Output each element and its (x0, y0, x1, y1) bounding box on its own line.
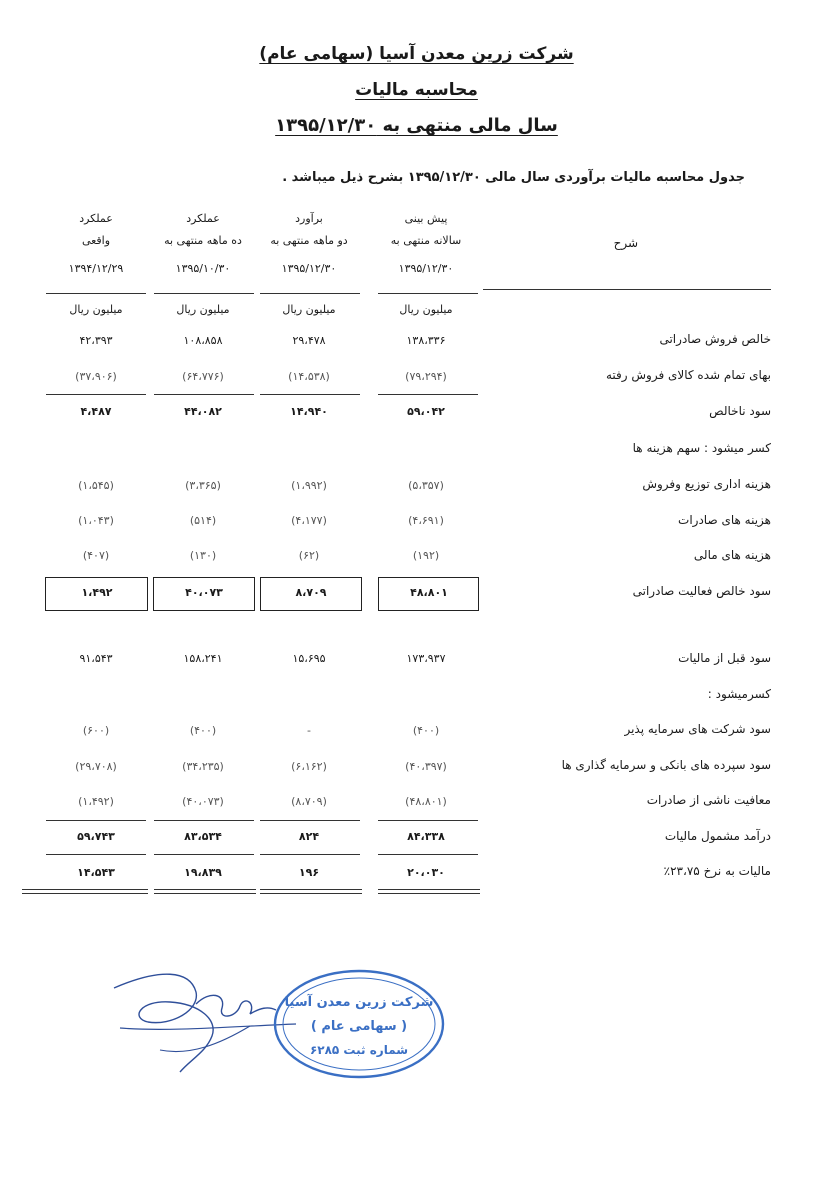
row-label-admin-expenses: هزینه اداری توزیع وفروش (642, 477, 771, 491)
cell-value: (۴،۱۷۷) (291, 514, 327, 527)
stamp-line2: ( سهامی عام ) (310, 1019, 408, 1034)
cell-value: ۸،۷۰۹ (295, 586, 327, 599)
subtotal-rule (154, 854, 254, 855)
header-rule (378, 293, 478, 294)
column-header-line1: برآورد (295, 212, 323, 225)
stamp-line1: شرکت زرین معدن آسیا (284, 995, 434, 1010)
cell-value: (۴۰۰) (412, 724, 440, 737)
cell-value: (۱،۰۴۳) (78, 514, 114, 527)
cell-value: (۳۴،۲۳۵) (182, 760, 224, 773)
header-rule (260, 293, 360, 294)
column-header-line2: واقعی (81, 234, 111, 247)
cell-value: (۵۱۴) (189, 514, 217, 527)
cell-value: ۱۳۸،۳۳۶ (406, 334, 446, 347)
cell-value: (۴۰۰) (189, 724, 217, 737)
cell-value: ۱۹۶ (298, 866, 320, 879)
column-header-line2: دو ماهه منتهی به (270, 234, 348, 247)
column-header-estimate (257, 208, 361, 280)
cell-value: ۴۴،۰۸۲ (184, 405, 222, 418)
cell-value: ۱۴،۹۴۰ (290, 405, 328, 418)
subtotal-rule (46, 820, 146, 821)
cell-value: (۶۰۰) (82, 724, 110, 737)
cell-value: ۲۹،۴۷۸ (292, 334, 326, 347)
column-header-date: ۱۳۹۵/۱۲/۳۰ (398, 262, 454, 275)
cell-value: ۸۲۴ (298, 830, 320, 843)
cell-value: ۱۵۸،۲۴۱ (183, 652, 223, 665)
column-header-line2: سالانه منتهی به (390, 234, 462, 247)
cell-value: (۶۲) (298, 549, 320, 562)
cell-value: (۶۴،۷۷۶) (182, 370, 224, 383)
unit-label: میلیون ریال (282, 303, 336, 316)
column-header-line1: عملکرد (79, 212, 113, 225)
signature (100, 960, 300, 1080)
fiscal-period: سال مالی منتهی به ۱۳۹۵/۱۲/۳۰ (275, 115, 558, 136)
total-double-rule (154, 889, 256, 894)
document-subject: محاسبه مالیات (355, 80, 478, 100)
cell-value: (۱۳۰) (189, 549, 217, 562)
cell-value: (۴۰،۳۹۷) (405, 760, 447, 773)
header-rule (46, 293, 146, 294)
cell-value: ۴۸،۸۰۱ (410, 586, 448, 599)
cell-value: ۵۹،۷۴۳ (77, 830, 115, 843)
row-label-investee-profit: سود شرکت های سرمایه پذیر (624, 722, 771, 736)
column-header-forecast (374, 208, 478, 280)
subtotal-rule (46, 854, 146, 855)
row-label-bank-deposit-profit: سود سپرده های بانکی و سرمایه گذاری ها (561, 758, 771, 772)
subtotal-rule (378, 394, 478, 395)
stamp-line3: شماره ثبت ۶۲۸۵ (309, 1043, 409, 1057)
cell-value: - (307, 724, 311, 737)
intro-text: جدول محاسبه مالیات برآوردی سال مالی ۱۳۹۵/۱۲/۳۰ بشرح ذیل میباشد . (282, 170, 745, 185)
cell-value: ۵۹،۰۴۲ (407, 405, 445, 418)
cell-value: ۱۹،۸۳۹ (184, 866, 222, 879)
cell-value: (۳،۳۶۵) (185, 479, 221, 492)
unit-label: میلیون ریال (69, 303, 123, 316)
subtotal-rule (154, 394, 254, 395)
header-rule (483, 289, 771, 290)
total-double-rule (260, 889, 362, 894)
row-label-taxable-income: درآمد مشمول مالیات (664, 829, 771, 843)
cell-value: ۲۰،۰۳۰ (407, 866, 445, 879)
row-label-tax: مالیات به نرخ ۲۳،۷۵٪ (663, 864, 771, 878)
row-label-net-export-profit: سود خالص فعالیت صادراتی (632, 584, 771, 598)
cell-value: (۱،۴۹۲) (78, 795, 114, 808)
cell-value: (۷۹،۲۹۴) (405, 370, 447, 383)
cell-value: (۶،۱۶۲) (291, 760, 327, 773)
cell-value: ۱،۴۹۲ (81, 586, 113, 599)
column-header-date: ۱۳۹۴/۱۲/۲۹ (68, 262, 124, 275)
cell-value: (۱،۹۹۲) (291, 479, 327, 492)
cell-value: ۱۷۳،۹۳۷ (406, 652, 446, 665)
cell-value: (۱۴،۵۳۸) (288, 370, 330, 383)
column-header-actual (44, 208, 148, 280)
cell-value: (۵،۳۵۷) (408, 479, 444, 492)
company-title: شرکت زرین معدن آسیا (سهامی عام) (259, 44, 574, 64)
cell-value: ۱۰۸،۸۵۸ (183, 334, 223, 347)
subtotal-rule (378, 820, 478, 821)
cell-value: (۲۹،۷۰۸) (75, 760, 117, 773)
total-double-rule (22, 889, 148, 894)
cell-value: ۴،۴۸۷ (80, 405, 112, 418)
column-header-line1: پیش بینی (404, 212, 448, 225)
unit-label: میلیون ریال (399, 303, 453, 316)
cell-value: (۴۸،۸۰۱) (405, 795, 447, 808)
unit-label: میلیون ریال (176, 303, 230, 316)
row-label-profit-before-tax: سود قبل از مالیات (678, 651, 771, 665)
cell-value: (۳۷،۹۰۶) (75, 370, 117, 383)
cell-value: (۱۹۲) (412, 549, 440, 562)
cell-value: ۸۳،۵۳۴ (184, 830, 222, 843)
row-label-export-exemption: معافیت ناشی از صادرات (646, 793, 771, 807)
cell-value: (۴۰۷) (82, 549, 110, 562)
total-double-rule (378, 889, 480, 894)
cell-value: ۴۰،۰۷۳ (185, 586, 223, 599)
subtotal-rule (260, 820, 360, 821)
row-label-less: کسرمیشود : (707, 687, 771, 701)
subtotal-rule (154, 820, 254, 821)
row-label-gross-profit: سود ناخالص (709, 404, 771, 418)
cell-value: ۹۱،۵۴۳ (79, 652, 113, 665)
subtotal-rule (260, 854, 360, 855)
cell-value: (۴،۶۹۱) (408, 514, 444, 527)
column-header-ten-month (151, 208, 255, 280)
description-header: شرح (613, 236, 638, 250)
cell-value: ۱۴،۵۴۳ (77, 866, 115, 879)
row-label-cost-of-goods: بهای تمام شده کالای فروش رفته (606, 368, 771, 382)
subtotal-rule (46, 394, 146, 395)
column-header-line2: ده ماهه منتهی به (164, 234, 242, 247)
column-header-date: ۱۳۹۵/۱۰/۳۰ (175, 262, 231, 275)
cell-value: (۱،۵۴۵) (78, 479, 114, 492)
row-label-finance-costs: هزینه های مالی (693, 548, 771, 562)
cell-value: ۴۲،۳۹۳ (79, 334, 113, 347)
company-stamp (272, 968, 446, 1080)
cell-value: ۸۴،۳۳۸ (407, 830, 445, 843)
header-rule (154, 293, 254, 294)
row-label-less-costs: کسر میشود : سهم هزینه ها (632, 441, 771, 455)
column-header-date: ۱۳۹۵/۱۲/۳۰ (281, 262, 337, 275)
row-label-export-expenses: هزینه های صادرات (678, 513, 771, 527)
cell-value: (۸،۷۰۹) (291, 795, 327, 808)
column-header-line1: عملکرد (186, 212, 220, 225)
subtotal-rule (378, 854, 478, 855)
cell-value: (۴۰،۰۷۳) (182, 795, 224, 808)
row-label-export-sales: خالص فروش صادراتی (659, 332, 771, 346)
subtotal-rule (260, 394, 360, 395)
cell-value: ۱۵،۶۹۵ (292, 652, 326, 665)
